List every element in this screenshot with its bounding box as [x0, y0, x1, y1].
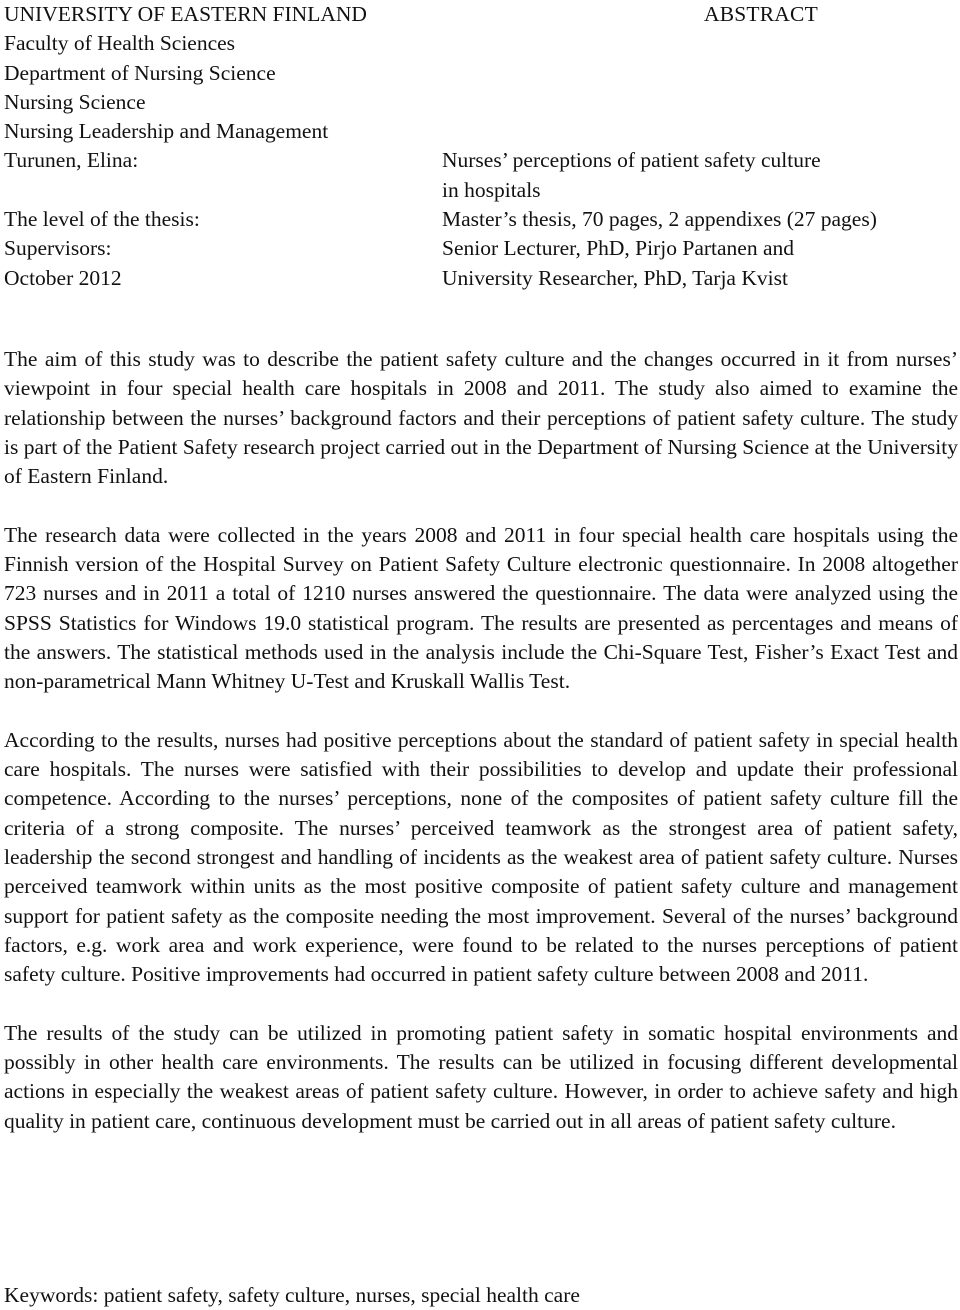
paragraph-methods: The research data were collected in the years 2008 and 2011 in four special health care hospitals using the Finnish version of the Hospital Survey on Patient Safety Culture electronic questionnaire. In 2008 altogether 723 nurses and in 2011 a total of 1210 nurses answered the questionnaire. The data were analyzed using the SPSS Statistics for Windows 19.0 statistical program. The results are presented as percentages and means of the answers. The statistical methods used in the analysis include the Chi-Square Test, Fisher’s Exact Test and non-parametrical Mann Whitney U-Test and Kruskall Wallis Test. — [4, 522, 958, 694]
paragraph-conclusions: The results of the study can be utilized in promoting patient safety in somatic hospital environments and possibly in other health care environments. The results can be utilized in focusing different developmental actions in especially the weakest areas of patient safety culture. However, in order to achieve safety and high quality in patient care, continuous development must be carried out in all areas of patient safety culture. — [4, 1020, 958, 1133]
abstract-title: ABSTRACT — [704, 2, 818, 26]
supervisors-label: Supervisors: — [4, 236, 112, 261]
author-name: Turunen, Elina: — [4, 148, 139, 173]
university-name: UNIVERSITY OF EASTERN FINLAND — [4, 2, 367, 26]
subject-name: Nursing Science — [4, 89, 146, 114]
supervisors-value-line-1: Senior Lecturer, PhD, Pirjo Partanen and — [442, 236, 795, 261]
date-label: October 2012 — [4, 265, 122, 290]
paragraph-aim: The aim of this study was to describe the patient safety culture and the changes occurred in it from nurses’ viewpoint in four special health care hospitals in 2008 and 2011. The study also aimed to examine the relationship between the nurses’ background factors and their perceptions of patient safety culture. The study is part of the Patient Safety research project carried out in the Department of Nursing Science at the University of Eastern Finland. — [4, 347, 958, 489]
document-page — [4, 0, 958, 1310]
blank-line — [442, 88, 960, 117]
blank-line — [442, 117, 960, 146]
thesis-title-line-2: in hospitals — [442, 177, 541, 202]
keywords-line: Keywords: patient safety, safety culture, nurses, special health care — [4, 1283, 580, 1307]
header-right-column — [442, 0, 960, 293]
department-name: Department of Nursing Science — [4, 60, 276, 85]
paragraph-results: According to the results, nurses had positive perceptions about the standard of patient safety in special health care hospitals. The nurses were satisfied with their possibilities to develop and update their professional competence. According to the nurses’ perceptions, none of the composites of patient safety culture fill the criteria of a strong composite. The nurses’ perceived teamwork as the strongest area of patient safety, leadership the second strongest and handling of incidents as the weakest area of patient safety culture. Nurses perceived teamwork within units as the most positive composite of patient safety culture and management support for patient safety as the composite needing the most improvement. Several of the nurses’ background factors, e.g. work area and work experience, were found to be related to the nurses perceptions of patient safety culture. Positive improvements had occurred in patient safety culture between 2008 and 2011. — [4, 727, 958, 987]
blank-line — [442, 59, 960, 88]
faculty-name: Faculty of Health Sciences — [4, 31, 236, 56]
thesis-level-value: Master’s thesis, 70 pages, 2 appendixes (27 pages) — [442, 207, 877, 232]
header-left-column — [4, 0, 434, 293]
blank-line — [442, 29, 960, 58]
thesis-level-label: The level of the thesis: — [4, 207, 200, 232]
supervisors-value-line-2: University Researcher, PhD, Tarja Kvist — [442, 265, 788, 290]
abstract-body — [4, 345, 958, 1165]
thesis-title-line-1: Nurses’ perceptions of patient safety culture — [442, 148, 821, 173]
specialization-name: Nursing Leadership and Management — [4, 119, 329, 144]
blank-line — [4, 176, 434, 205]
